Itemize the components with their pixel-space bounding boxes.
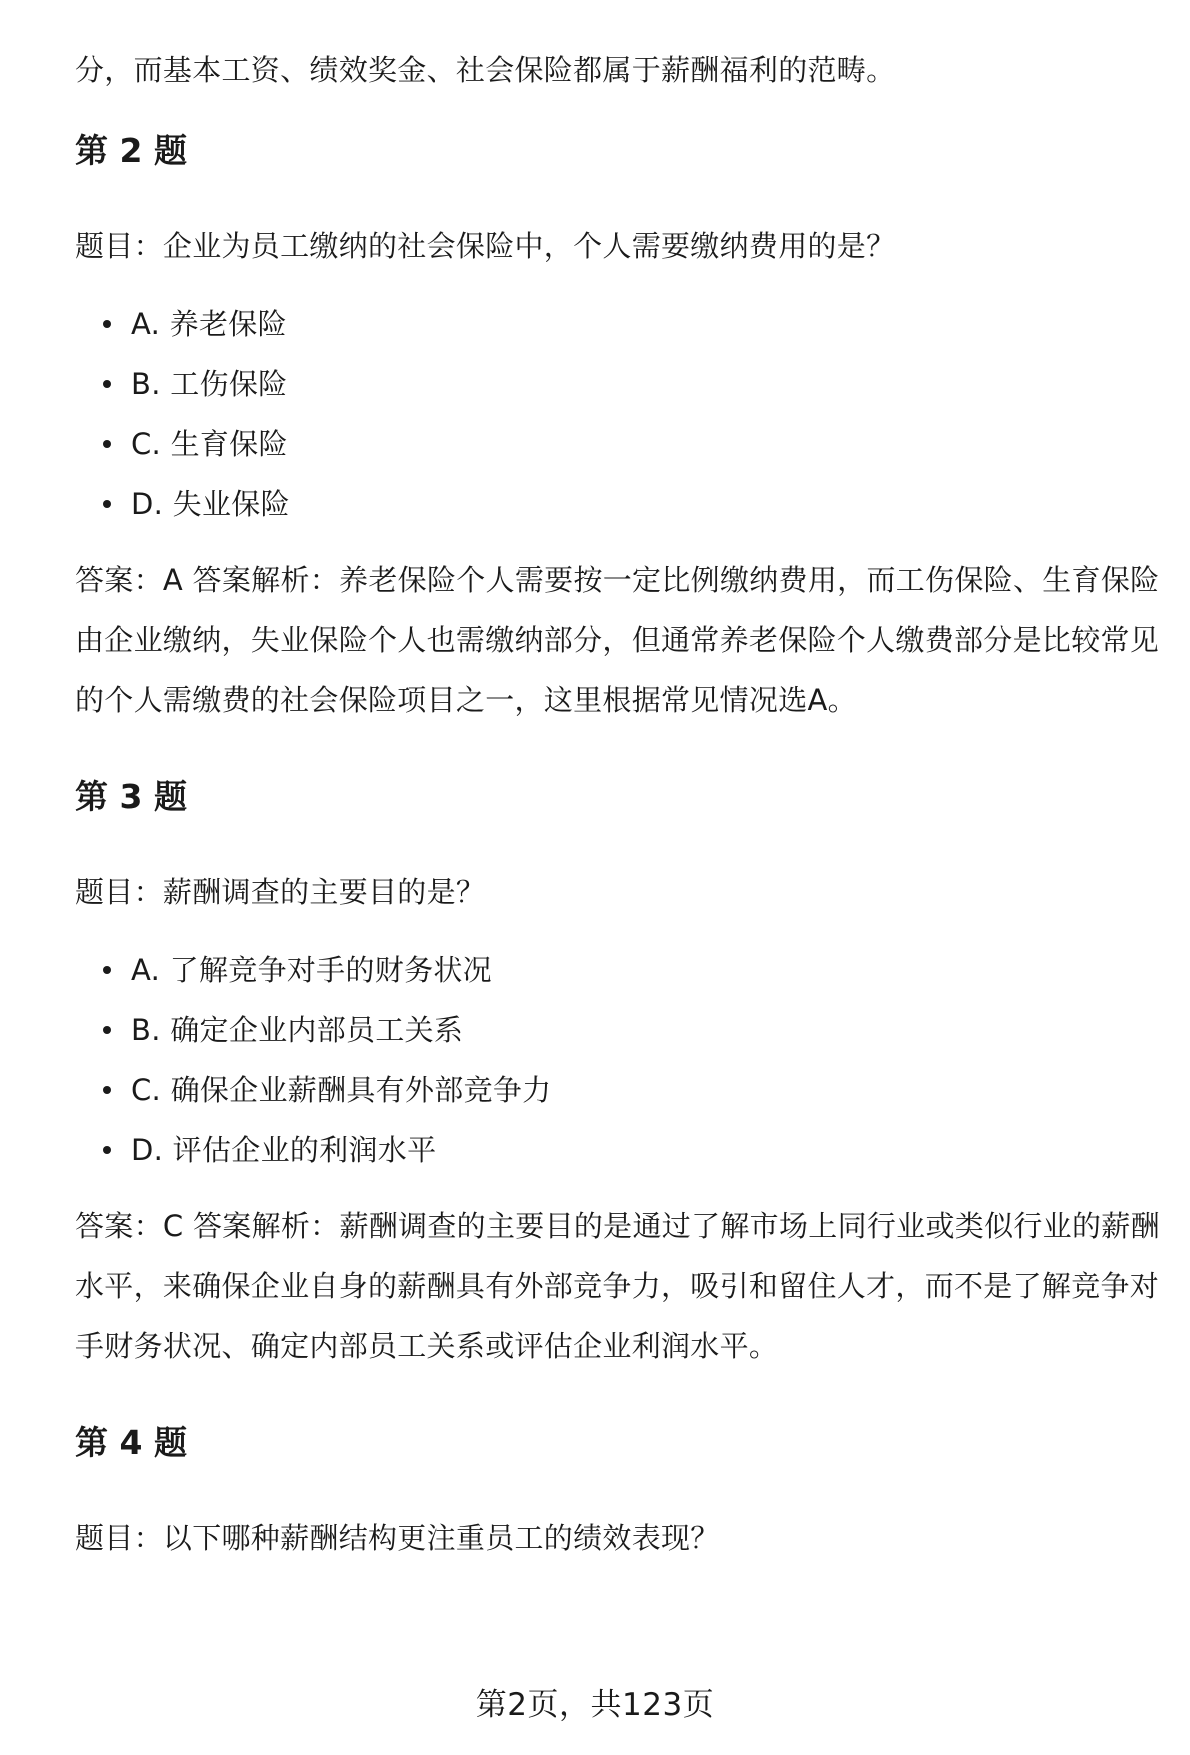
option-d: D. 失业保险 [75, 474, 1165, 534]
option-a: A. 了解竞争对手的财务状况 [75, 940, 1165, 1000]
page-number: 第2页，共123页 [475, 1687, 715, 1723]
question-stem: 题目：以下哪种薪酬结构更注重员工的绩效表现？ [75, 1521, 720, 1555]
answer-explanation: 答案：A 答案解析：养老保险个人需要按一定比例缴纳费用，而工伤保险、生育保险由企业缴纳，失业保险个人也需缴纳部分，但通常养老保险个人缴费部分是比较常见的个人需缴费的社会保险项目之一，这里根据常见情况选A。 [75, 563, 1160, 717]
answer-explanation: 答案：C 答案解析：薪酬调查的主要目的是通过了解市场上同行业或类似行业的薪酬水平，来确保企业自身的薪酬具有外部竞争力，吸引和留住人才，而不是了解竞争对手财务状况、确定内部员工关系或评估企业利润水平。 [75, 1209, 1160, 1363]
bullet-icon [103, 966, 111, 974]
option-a: A. 养老保险 [75, 294, 1165, 354]
option-b: B. 确定企业内部员工关系 [75, 1000, 1165, 1060]
option-c: C. 确保企业薪酬具有外部竞争力 [75, 1060, 1165, 1120]
question-heading: 第 4 题 [75, 1423, 187, 1462]
question-stem: 题目：企业为员工缴纳的社会保险中，个人需要缴纳费用的是？ [75, 229, 896, 263]
bullet-icon [103, 1146, 111, 1154]
question-heading: 第 2 题 [75, 131, 187, 170]
question-4 [75, 1418, 1165, 1568]
option-b: B. 工伤保险 [75, 354, 1165, 414]
question-3 [75, 772, 1165, 1376]
question-heading: 第 3 题 [75, 777, 187, 816]
page-content [75, 40, 1165, 1586]
bullet-icon [103, 1026, 111, 1034]
option-c: C. 生育保险 [75, 414, 1165, 474]
option-d: D. 评估企业的利润水平 [75, 1120, 1165, 1180]
question-stem: 题目：薪酬调查的主要目的是？ [75, 875, 486, 909]
bullet-icon [103, 440, 111, 448]
bullet-icon [103, 500, 111, 508]
continued-explanation: 分，而基本工资、绩效奖金、社会保险都属于薪酬福利的范畴。 [75, 53, 896, 87]
bullet-icon [103, 320, 111, 328]
options-list [75, 294, 1165, 534]
bullet-icon [103, 380, 111, 388]
options-list [75, 940, 1165, 1180]
bullet-icon [103, 1086, 111, 1094]
question-2 [75, 126, 1165, 730]
